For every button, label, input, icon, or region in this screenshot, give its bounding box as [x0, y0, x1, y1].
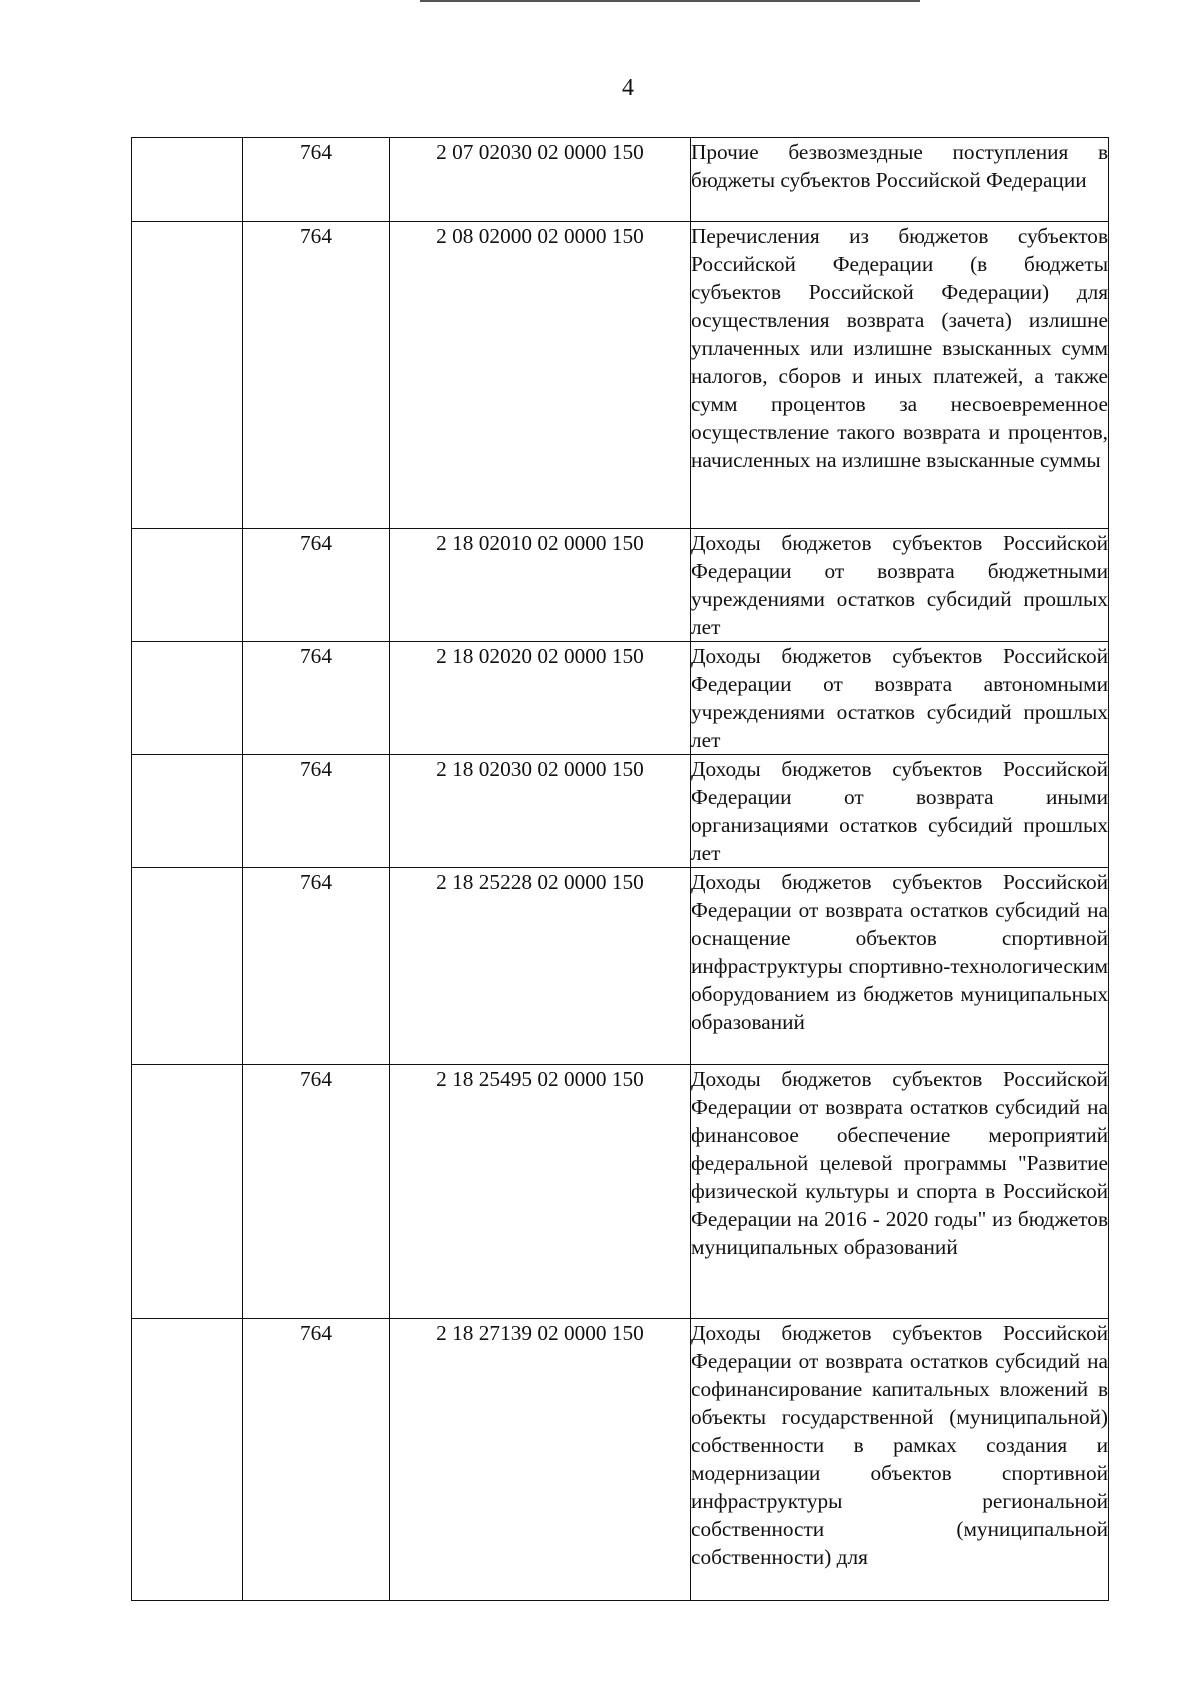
budget-code-cell: 2 18 02030 02 0000 150: [390, 755, 691, 868]
empty-cell: [132, 529, 243, 642]
admin-code-cell: 764: [243, 642, 390, 755]
table-row: [132, 1319, 1109, 1601]
budget-code-cell: 2 18 25228 02 0000 150: [390, 868, 691, 1065]
budget-code-cell: 2 07 02030 02 0000 150: [390, 138, 691, 222]
description-cell: Прочие безвозмездные поступления в бюджеты субъектов Российской Федерации: [691, 138, 1109, 222]
empty-cell: [132, 642, 243, 755]
budget-code-cell: 2 18 25495 02 0000 150: [390, 1065, 691, 1319]
description-cell: Доходы бюджетов субъектов Российской Федерации от возврата остатков субсидий на софинансирование капитальных вложений в объекты государственной (муниципальной) собственности в рамках создания и модернизации объектов спортивной инфраструктуры региональной собственности (муниципальной собственности) для: [691, 1319, 1109, 1601]
scan-edge-line: [420, 0, 920, 2]
empty-cell: [132, 222, 243, 529]
admin-code-cell: 764: [243, 1319, 390, 1601]
description-cell: Перечисления из бюджетов субъектов Российской Федерации (в бюджеты субъектов Российской Федерации) для осуществления возврата (зачета) излишне уплаченных или излишне взысканных сумм налогов, сборов и иных платежей, а также сумм процентов за несвоевременное осуществление такого возврата и процентов, начисленных на излишне взысканные суммы: [691, 222, 1109, 529]
admin-code-cell: 764: [243, 868, 390, 1065]
page-number: 4: [622, 75, 634, 101]
admin-code-cell: 764: [243, 222, 390, 529]
description-cell: Доходы бюджетов субъектов Российской Федерации от возврата иными организациями остатков субсидий прошлых лет: [691, 755, 1109, 868]
budget-code-cell: 2 08 02000 02 0000 150: [390, 222, 691, 529]
admin-code-cell: 764: [243, 138, 390, 222]
revenue-codes-table: [131, 137, 1109, 1601]
empty-cell: [132, 755, 243, 868]
description-cell: Доходы бюджетов субъектов Российской Федерации от возврата бюджетными учреждениями остатков субсидий прошлых лет: [691, 529, 1109, 642]
description-cell: Доходы бюджетов субъектов Российской Федерации от возврата остатков субсидий на финансовое обеспечение мероприятий федеральной целевой программы "Развитие физической культуры и спорта в Российской Федерации на 2016 - 2020 годы" из бюджетов муниципальных образований: [691, 1065, 1109, 1319]
admin-code-cell: 764: [243, 529, 390, 642]
table-row: [132, 868, 1109, 1065]
table-row: [132, 755, 1109, 868]
description-cell: Доходы бюджетов субъектов Российской Федерации от возврата остатков субсидий на оснащение объектов спортивной инфраструктуры спортивно-технологическим оборудованием из бюджетов муниципальных образований: [691, 868, 1109, 1065]
admin-code-cell: 764: [243, 755, 390, 868]
empty-cell: [132, 138, 243, 222]
empty-cell: [132, 1319, 243, 1601]
table-row: [132, 642, 1109, 755]
budget-code-cell: 2 18 02010 02 0000 150: [390, 529, 691, 642]
table-row: [132, 222, 1109, 529]
description-cell: Доходы бюджетов субъектов Российской Федерации от возврата автономными учреждениями остатков субсидий прошлых лет: [691, 642, 1109, 755]
empty-cell: [132, 868, 243, 1065]
budget-code-cell: 2 18 02020 02 0000 150: [390, 642, 691, 755]
table-row: [132, 529, 1109, 642]
empty-cell: [132, 1065, 243, 1319]
budget-code-cell: 2 18 27139 02 0000 150: [390, 1319, 691, 1601]
table-row: [132, 138, 1109, 222]
admin-code-cell: 764: [243, 1065, 390, 1319]
table-row: [132, 1065, 1109, 1319]
